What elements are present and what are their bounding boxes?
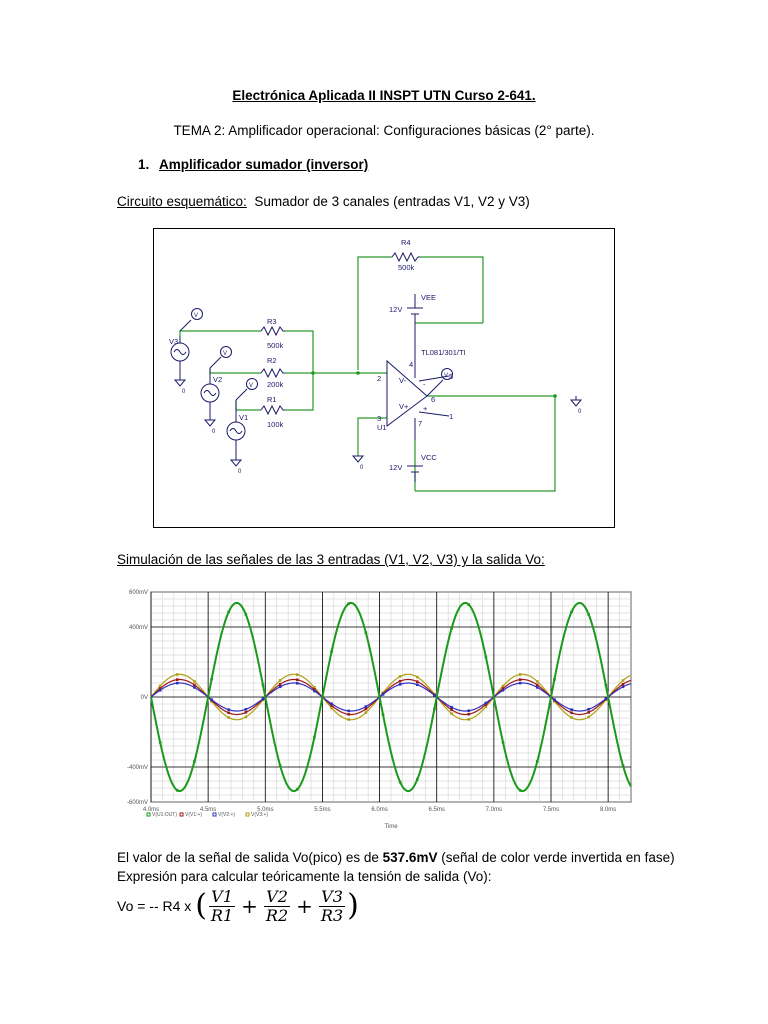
circuit-schematic	[153, 228, 615, 528]
numerator-v1: V1	[211, 886, 233, 906]
series-marker	[605, 697, 608, 700]
series-marker	[159, 689, 162, 692]
x-tick-label: 4.5ms	[199, 807, 217, 813]
series-marker	[519, 789, 522, 792]
series-marker	[467, 713, 470, 716]
offset-plus-label: +	[423, 404, 428, 413]
series-marker	[536, 686, 539, 689]
series-marker	[347, 718, 350, 721]
v2-label: V2	[213, 375, 223, 384]
series-marker	[279, 764, 282, 767]
probe-icon: V	[444, 373, 449, 379]
simulation-caption: Simulación de las señales de las 3 entradas (V1, V2, V3) y la salida Vo:	[117, 552, 545, 567]
inverting-input-label: V-	[399, 376, 407, 385]
series-marker	[622, 683, 625, 686]
series-marker	[245, 716, 248, 719]
series-marker	[587, 708, 590, 711]
r3-value: 500k	[267, 341, 284, 350]
series-marker	[536, 760, 539, 763]
x-tick-label: 6.0ms	[371, 807, 388, 813]
pin-1: 1	[449, 412, 454, 421]
series-marker	[587, 613, 590, 616]
series-marker	[193, 680, 196, 683]
series-marker	[313, 690, 316, 693]
series-marker	[467, 603, 470, 606]
schematic-label: Circuito esquemático:	[117, 194, 247, 209]
series-marker	[347, 713, 350, 716]
numerator-v3: V3	[321, 886, 343, 906]
series-marker	[365, 711, 368, 714]
series-marker	[279, 685, 282, 688]
legend-entry: V(V2:+)	[218, 812, 236, 818]
formula-open-paren: (	[195, 888, 207, 923]
v1-label: V1	[239, 413, 249, 422]
series-marker	[227, 712, 230, 715]
output-formula	[117, 884, 359, 928]
series-marker	[210, 698, 213, 701]
fraction-v2-r2	[264, 888, 290, 925]
series-marker	[296, 788, 299, 791]
pin-3: 3	[377, 414, 382, 423]
series-marker	[245, 613, 248, 616]
series-marker	[433, 707, 436, 710]
r3-label: R3	[267, 317, 277, 326]
series-marker	[450, 706, 453, 709]
result-prefix: El valor de la señal de salida Vo(pico) es de	[117, 850, 383, 865]
y-tick-label: -400mV	[126, 765, 148, 771]
series-marker	[176, 682, 179, 685]
section-heading	[138, 157, 368, 172]
opamp-ref: U1	[377, 423, 387, 432]
series-marker	[296, 682, 299, 685]
section-number: 1.	[138, 157, 150, 172]
series-marker	[416, 778, 419, 781]
series-marker	[502, 741, 505, 744]
series-marker	[622, 685, 625, 688]
probe-icon: V	[223, 351, 228, 357]
x-tick-label: 5.5ms	[314, 807, 331, 813]
fraction-v1-r1	[209, 888, 235, 925]
series-marker	[519, 673, 522, 676]
series-marker	[622, 764, 625, 767]
simulation-chart	[117, 584, 642, 830]
fraction-v3-r3	[319, 888, 345, 925]
x-axis-label: Time	[384, 824, 398, 830]
series-marker	[279, 683, 282, 686]
x-tick-label: 4.0ms	[142, 807, 160, 813]
numerator-v2: V2	[266, 886, 288, 906]
series-marker	[176, 789, 179, 792]
schematic-description: Sumador de 3 canales (entradas V1, V2 y V3)	[254, 194, 530, 209]
series-marker	[485, 656, 488, 659]
r1-label: R1	[267, 395, 277, 404]
series-marker	[450, 708, 453, 711]
series-marker	[347, 602, 350, 605]
ground-label: 0	[182, 389, 186, 395]
x-tick-label: 7.5ms	[542, 807, 560, 813]
denominator-r2: R2	[265, 905, 289, 925]
r1-value: 100k	[267, 420, 284, 429]
series-marker	[313, 736, 316, 739]
series-marker	[245, 708, 248, 711]
vee-voltage: 12V	[389, 305, 403, 314]
series-marker	[570, 708, 573, 711]
series-marker	[570, 716, 573, 719]
series-marker	[176, 673, 179, 676]
probe-icon: V	[249, 383, 254, 389]
probe-icon: V	[194, 313, 199, 319]
result-value: 537.6mV	[382, 850, 438, 865]
pin-7: 7	[418, 419, 423, 428]
series-marker	[365, 631, 368, 634]
series-marker	[536, 680, 539, 683]
r2-label: R2	[267, 356, 277, 365]
series-marker	[570, 611, 573, 614]
denominator-r1: R1	[210, 905, 234, 925]
series-marker	[502, 689, 505, 692]
y-tick-label: 400mV	[128, 625, 148, 631]
series-marker	[193, 760, 196, 763]
formula-close-paren: )	[347, 888, 359, 923]
series-marker	[176, 678, 179, 681]
denominator-r3: R3	[320, 905, 344, 925]
plus-sign: +	[241, 894, 258, 918]
series-marker	[502, 685, 505, 688]
series-marker	[330, 650, 333, 653]
series-marker	[433, 694, 436, 697]
r4-label: R4	[401, 238, 411, 247]
series-marker	[450, 627, 453, 630]
formula-lhs: Vo = -- R4 x	[117, 898, 192, 914]
series-marker	[382, 693, 385, 696]
legend-entry: V(V3:+)	[251, 812, 269, 818]
noninverting-input-label: V+	[399, 402, 409, 411]
series-marker	[467, 718, 470, 721]
series-marker	[227, 716, 230, 719]
series-marker	[365, 705, 368, 708]
series-marker	[193, 686, 196, 689]
vee-label: VEE	[421, 293, 437, 302]
series-marker	[296, 679, 299, 682]
schematic-intro	[117, 194, 530, 209]
series-marker	[245, 711, 248, 714]
series-marker	[553, 678, 556, 681]
topic-subtitle: TEMA 2: Amplificador operacional: Configuraciones básicas (2° parte).	[173, 123, 595, 138]
series-marker	[210, 678, 213, 681]
v3-label: V3	[169, 337, 179, 346]
x-tick-label: 5.0ms	[257, 807, 274, 813]
ground-label: 0	[212, 429, 216, 435]
y-tick-label: -600mV	[126, 800, 148, 806]
series-marker	[382, 713, 385, 716]
document-title: Electrónica Aplicada II INSPT UTN Curso 2-641.	[232, 88, 536, 103]
x-tick-label: 6.5ms	[428, 807, 445, 813]
plus-sign: +	[296, 894, 313, 918]
section-title: Amplificador sumador (inversor)	[159, 157, 369, 172]
series-marker	[227, 611, 230, 614]
y-tick-label: 0V	[140, 695, 148, 701]
series-marker	[159, 741, 162, 744]
series-marker	[605, 684, 608, 687]
series-marker	[450, 712, 453, 715]
series-marker	[193, 684, 196, 687]
series-marker	[467, 709, 470, 712]
series-marker	[587, 716, 590, 719]
expression-text: Expresión para calcular teóricamente la tensión de salida (Vo):	[117, 869, 492, 884]
y-tick-label: 600mV	[128, 590, 148, 596]
pin-6: 6	[431, 395, 436, 404]
series-marker	[399, 781, 402, 784]
x-tick-label: 7.0ms	[485, 807, 503, 813]
series-marker	[553, 698, 556, 701]
ground-label: 0	[578, 409, 582, 415]
series-marker	[587, 711, 590, 714]
series-marker	[262, 697, 265, 700]
x-tick-label: 8.0ms	[599, 807, 617, 813]
chart-grid	[151, 592, 631, 802]
series-marker	[622, 679, 625, 682]
series-marker	[365, 708, 368, 711]
offset-minus-label: -	[423, 380, 426, 389]
legend-entry: V(V1:+)	[185, 812, 203, 818]
series-marker	[159, 685, 162, 688]
series-marker	[485, 702, 488, 705]
series-marker	[416, 680, 419, 683]
series-marker	[279, 679, 282, 682]
pin-2: 2	[377, 374, 382, 383]
series-marker	[399, 683, 402, 686]
series-marker	[330, 702, 333, 705]
result-text	[117, 850, 675, 865]
pin-5: 5	[449, 372, 454, 381]
pin-4: 4	[409, 360, 414, 369]
vcc-voltage: 12V	[389, 463, 403, 472]
r4-value: 500k	[398, 263, 415, 272]
series-marker	[416, 683, 419, 686]
series-marker	[227, 708, 230, 711]
ground-label: 0	[238, 469, 242, 475]
vcc-label: VCC	[421, 453, 437, 462]
series-marker	[296, 673, 299, 676]
series-marker	[262, 684, 265, 687]
series-marker	[399, 675, 402, 678]
series-marker	[399, 680, 402, 683]
series-marker	[416, 676, 419, 679]
series-marker	[536, 684, 539, 687]
series-marker	[330, 707, 333, 710]
series-marker	[519, 682, 522, 685]
series-marker	[570, 712, 573, 715]
result-suffix: (señal de color verde invertida en fase)	[437, 850, 675, 865]
r2-value: 200k	[267, 380, 284, 389]
series-marker	[519, 678, 522, 681]
ground-label: 0	[360, 465, 364, 471]
legend-entry: V(U1:OUT)	[152, 812, 177, 818]
opamp-model: TL081/301/TI	[421, 348, 466, 357]
series-marker	[347, 710, 350, 713]
